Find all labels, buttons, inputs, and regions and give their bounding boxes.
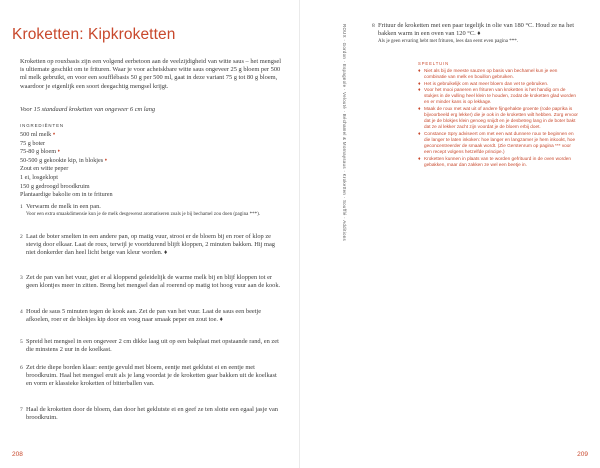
tip-item: ♦ Voor het mooi paneren en frituren van kroketten is het handig om de stukjes in de vulling heel klein te houden, zodat de kroketten glad worden en er minder kans is op lekkage. xyxy=(418,87,576,105)
cross-reference-marker: ♦ xyxy=(52,131,56,136)
method-step-1 xyxy=(20,203,282,218)
tip-item: ♦ Niet als bij de meeste sauzen op basis van bechamel kun je een combinatie van melk en bouillon gebruiken. xyxy=(418,68,558,80)
method-step-2 xyxy=(20,233,282,257)
step-text: Haal de kroketten door de bloem, dan door het geklutste ei en geef ze ten slotte een egaal jasje van broodkruim. xyxy=(26,406,278,421)
bullet-icon: ♦ xyxy=(418,155,421,162)
step-text: Zet de pan van het vuur, giet er al kloppend geleidelijk de warme melk bij en blijf kloppen tot er geen klontjes meer in zitten. Breng het mengsel dan al roerend op matig tot hoog vuur aan de kook. xyxy=(26,274,281,289)
step-text: Houd de saus 5 minuten tegen de kook aan. Zet de pan van het vuur. Laat de saus een beetje afkoelen, roer er de blokjes kip door en voeg naar smaak peper en zout toe. ♦ xyxy=(26,308,262,323)
bullet-icon: ♦ xyxy=(418,87,421,94)
tip-item: ♦ Constance Spry adviseert om met een wat dunnere roux te beginnen en die langer te laten inkoken: hoe langer en langzamer je hem inkookt, hoe geconcentreerder de smaak wordt. (Zie Gerstenrum op pagina *** voor een recept volgens hetzelfde principe.) xyxy=(418,130,576,155)
ingredient-item: 150 g gedroogd broodkruim xyxy=(20,182,90,190)
step-number: 5 xyxy=(20,339,23,345)
ingredient-item: Plantaardige bakolie om in te frituren xyxy=(20,191,113,199)
ingredient-item: 1 ei, losgeklopt xyxy=(20,173,58,181)
ingredients-list xyxy=(20,130,220,199)
cross-reference-marker: ♦ xyxy=(57,148,60,154)
tips-heading: SPEELTUIN xyxy=(418,61,450,66)
step-number: 3 xyxy=(20,275,23,281)
ingredients-heading: INGREDIËNTEN xyxy=(20,123,64,128)
ingredient-item: 75-80 g bloem ♦ xyxy=(20,148,60,156)
step-number: 7 xyxy=(20,407,23,413)
chapter-side-navigation xyxy=(342,24,350,241)
bullet-icon: ♦ xyxy=(418,80,421,87)
method-step-8 xyxy=(372,22,588,46)
page-number-left: 208 xyxy=(12,451,23,458)
method-step-3 xyxy=(20,274,282,290)
step-note: Voor een extra smaakdimensie kun je de melk desgewenst aromatiseren zoals je bij bechamel zou doen (pagina ***). xyxy=(26,212,260,217)
page-title: Kroketten: Kipkroketten xyxy=(12,26,176,43)
bullet-icon: ♦ xyxy=(418,68,421,74)
step-text: Verwarm de melk in een pan. xyxy=(26,203,101,210)
intro-paragraph: Kroketten op rouxbasis zijn een volgend eerbetoon aan de veelzijdigheid van witte saus – het mengsel is ultiemate geschikt om te frituren. Waar je voor acheiskbare witte saus ongeveer 25 g bloem per 500 ml melk gebruikt, en voor een soufflébasis 50 g per 500 ml, gaat in deze variant 75 g tot 80 g bloem, waardoor je eigenlijk een soort deegachtig mengsel krijgt. xyxy=(20,58,282,90)
step-number: 6 xyxy=(20,365,23,371)
ingredient-item: 500 ml melk ♦ xyxy=(20,131,56,138)
cross-reference-marker: ♦ xyxy=(104,156,108,162)
yield-note: Voor 15 standaard kroketten van ongeveer 6 cm lang xyxy=(20,106,156,113)
step-text: Spreid het mengsel in een ongeveer 2 cm dikke laag uit op een bakplaat met opstaande rand, en zet die minstens 2 uur in de koelkast. xyxy=(26,338,279,353)
ingredient-item: Zout en witte peper xyxy=(20,165,69,173)
step-number: 1 xyxy=(20,204,23,210)
ingredient-item: 75 g boter xyxy=(20,139,46,147)
right-page xyxy=(300,0,600,468)
step-number: 8 xyxy=(372,23,375,29)
bullet-icon: ♦ xyxy=(418,130,421,137)
tips-list xyxy=(418,68,578,169)
bullet-icon: ♦ xyxy=(418,106,421,113)
tip-item: ♦ Maak de roux met wat uit of andere fijngehakte groente (rode paprika is bijvoorbeeld erg lekker) die je ook in de kroketten wilt hebben. Zorg ervoor dat je de blokjes klein genoeg snijdt en je desbetreg lang in de boter bakt dat ze al lekker zacht zijn voordat je de bloem erbij doet. xyxy=(418,106,578,130)
method-step-5 xyxy=(20,338,282,354)
method-step-6 xyxy=(20,364,282,388)
method-step-7 xyxy=(20,406,282,422)
step-note: Als je geen ervaring hebt met frituren, lees dan eerst even pagina ***. xyxy=(378,39,518,45)
tip-item: ♦ Het is gebruikelijk om wat meer bloem dan vet te gebruiken. xyxy=(418,80,549,87)
step-text: Laat de boter smelten in een andere pan, op matig vuur, strooi er de bloem bij en roer of klop ze stevig door elkaar. Laat de roux, terwijl je voortdurend blijft kloppen, 2 minuten bakken. Hij mag niet donkerder dan heel licht beige van kleur worden. ♦ xyxy=(26,233,275,256)
page-number-right: 209 xyxy=(577,451,588,458)
chapter-nav-text: ROUX · Gordon · Espagnole · Velouté · Béchamel & Mornaysaus · Kroketten · Soufflé · Additions xyxy=(342,24,347,241)
step-number: 2 xyxy=(20,234,23,240)
step-text: Frituur de kroketten met een paar tegelijk in olie van 180 °C. Houd ze na het bakken warm in een oven van 120 °C. ♦ xyxy=(378,22,574,38)
method-step-4 xyxy=(20,308,282,324)
tip-item: ♦ Kroketten kunnen in plaats van te worden gefrituurd in de oven worden gebakken, maar dan zakken ze wel een beetje in. xyxy=(418,155,571,167)
step-number: 4 xyxy=(20,309,23,315)
ingredient-item: 50-500 g gekookte kip, in blokjes ♦ xyxy=(20,156,108,164)
step-text: Zet drie diepe borden klaar: eentje gevuld met bloem, eentje met geklutst ei en eentje met broodkruim. Haal het mengsel eruit als je lang voordat je de kroketten gaar bakken uit de koelkast en vorm er klassieke kroketten of bitterballen van. xyxy=(26,364,277,387)
